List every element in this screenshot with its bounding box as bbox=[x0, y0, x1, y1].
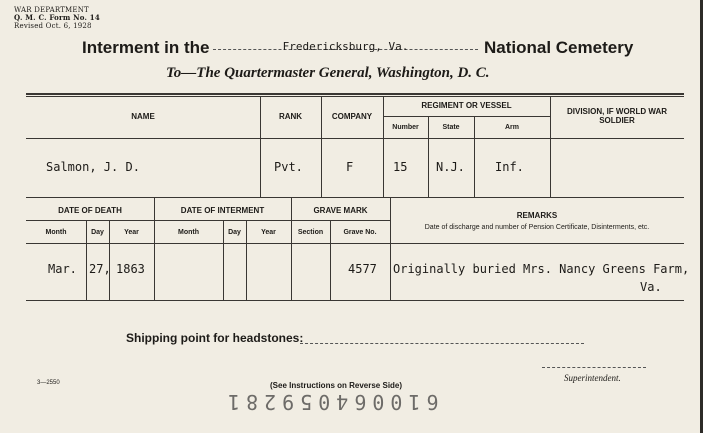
serial-number: 610064059281 bbox=[222, 390, 439, 414]
regiment-divider bbox=[383, 116, 550, 117]
table1-top-rule bbox=[26, 93, 684, 95]
vline-company bbox=[383, 96, 384, 197]
table1-bottom-rule bbox=[26, 197, 684, 198]
col-remarks-sub: Date of discharge and number of Pension Certificate, Disinterments, etc. bbox=[424, 224, 650, 231]
soldier-name: Salmon, J. D. bbox=[46, 160, 140, 174]
grave-number: 4577 bbox=[348, 262, 377, 276]
col-grave-no: Grave No. bbox=[343, 229, 377, 236]
col-name: NAME bbox=[131, 112, 155, 121]
death-month: Mar. bbox=[48, 262, 77, 276]
col-int-year: Year bbox=[261, 229, 276, 236]
revised-date: Revised Oct. 6, 1928 bbox=[14, 22, 92, 30]
shipping-point-label: Shipping point for headstones: bbox=[126, 331, 304, 345]
col-date-of-death: DATE OF DEATH bbox=[58, 206, 122, 215]
soldier-company: F bbox=[346, 160, 354, 174]
col-arm: Arm bbox=[504, 124, 519, 131]
death-year: 1863 bbox=[116, 262, 145, 276]
table2-group-rule bbox=[26, 220, 390, 221]
col-death-year: Year bbox=[124, 229, 139, 236]
form-code: 3—2550 bbox=[37, 380, 60, 386]
col-rank: RANK bbox=[278, 112, 303, 121]
soldier-rank: Pvt. bbox=[274, 160, 303, 174]
regiment-state: N.J. bbox=[436, 160, 465, 174]
form-number: Q. M. C. Form No. 14 bbox=[14, 13, 100, 22]
col-company: COMPANY bbox=[331, 112, 373, 121]
col-int-month: Month bbox=[178, 229, 199, 236]
superintendent-line bbox=[542, 367, 646, 368]
interment-in-label: Interment in the bbox=[82, 38, 210, 57]
death-day: 27, bbox=[89, 262, 111, 276]
table2-bottom-rule bbox=[26, 300, 684, 301]
col-division: DIVISION, IF WORLD WAR SOLDIER bbox=[567, 107, 667, 125]
vline-arm bbox=[550, 96, 551, 197]
col-grave-mark: GRAVE MARK bbox=[313, 206, 368, 215]
col-number: Number bbox=[392, 124, 419, 131]
col-death-month: Month bbox=[45, 229, 67, 236]
table1-header-rule bbox=[26, 138, 684, 139]
col-state: State bbox=[442, 124, 460, 131]
col-remarks: REMARKS bbox=[516, 211, 558, 220]
remarks-line-1: Originally buried Mrs. Nancy Greens Farm, bbox=[393, 262, 690, 276]
table1-top-rule-2 bbox=[26, 96, 684, 97]
regiment-arm: Inf. bbox=[495, 160, 524, 174]
col-section: Section bbox=[297, 229, 324, 236]
national-cemetery-label: National Cemetery bbox=[484, 38, 634, 57]
instructions-note: (See Instructions on Reverse Side) bbox=[270, 381, 403, 390]
col-int-day: Day bbox=[228, 229, 241, 236]
addressee-line: To—The Quartermaster General, Washington, D. C. bbox=[166, 65, 490, 81]
remarks-line-2: Va. bbox=[640, 280, 662, 294]
col-regiment: REGIMENT OR VESSEL bbox=[421, 101, 512, 110]
shipping-point-line bbox=[300, 343, 584, 344]
cemetery-place: Fredericksburg, Va. bbox=[282, 40, 409, 53]
regiment-number: 15 bbox=[393, 160, 408, 174]
col-death-day: Day bbox=[91, 229, 104, 236]
col-date-of-interment: DATE OF INTERMENT bbox=[180, 206, 265, 215]
table2-header-rule bbox=[26, 243, 684, 244]
dept-label: WAR DEPARTMENT bbox=[14, 6, 89, 14]
superintendent-label: Superintendent. bbox=[564, 373, 621, 383]
